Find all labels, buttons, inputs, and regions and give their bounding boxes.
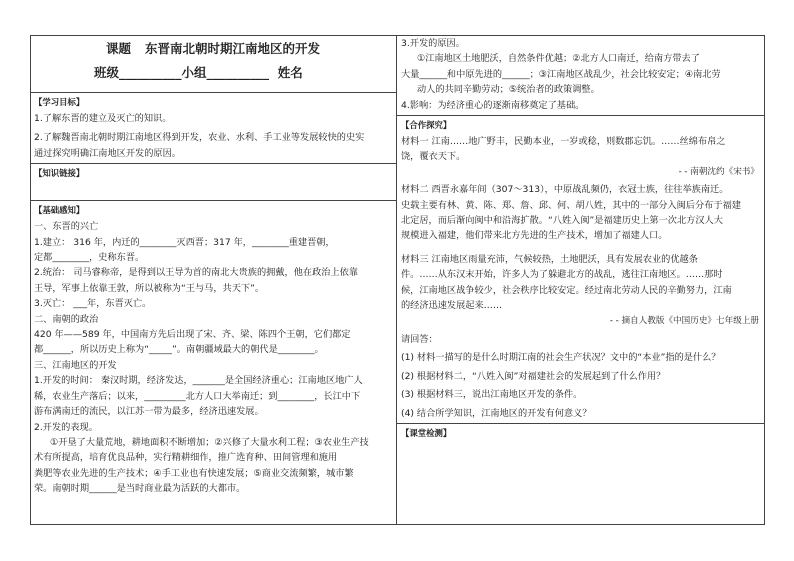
page-title	[34, 38, 392, 60]
text-line: 2.了解魏晋南北朝时期江南地区得到开发，农业、水利、手工业等发展较快的史实	[34, 132, 365, 144]
text-line: 术有所提高，培育优良品种，实行精耕细作，推广选育种、田间管理和施用	[34, 452, 338, 464]
text-line: 1.了解东晋的建立及灭亡的知识。	[34, 113, 172, 124]
section-heading-link: 【知识链接】	[34, 168, 85, 179]
text-line: 1.建立： 316 年，内迁的________灭西晋；317 年，________重建晋朝，	[34, 236, 335, 248]
text-line: 的经济迅速发展起来……	[401, 300, 503, 312]
question: (4) 结合所学知识，江南地区的开发有何意义？	[401, 407, 592, 419]
text-line: 游布满南迁的流民，以江苏一带为最多，经济迅速发展。	[34, 406, 264, 418]
text-line: 请回答：	[401, 333, 438, 345]
text-line: 荣。南朝时期______是当时商业最为活跃的大都市。	[34, 483, 246, 495]
text-line: 规模进入福建，他们带来北方先进的生产技术，增加了福建人口。	[401, 230, 668, 242]
question: (2) 根据材料二，“八姓入闽”对福建社会的发展起到了什么作用？	[401, 370, 666, 382]
text-line: 件。……从东汉末开始，许多人为了躲避北方的战乱，逃往江南地区。……那时	[401, 269, 723, 281]
column-divider	[396, 35, 397, 525]
text-line: 都______，所以历史上称为“_____”。南朝疆域最大的朝代是________。	[34, 344, 324, 356]
text-line: 2.统治： 司马睿称帝，是得到以王导为首的南北大贵族的拥戴，他在政治上依靠	[34, 267, 359, 279]
section-heading-coop: 【合作探究】	[401, 120, 452, 131]
text-line: 4.影响：为经济重心的逐渐南移奠定了基础。	[401, 99, 585, 111]
text-line: 三、江南地区的开发	[34, 359, 117, 371]
text-line: 通过探究明确江南地区开发的原因。	[34, 147, 181, 159]
text-line: 候，江南地区战争较少，社会秩序比较安定。经过南北劳动人民的辛勤努力，江南	[401, 284, 732, 296]
title-prefix: 课题	[105, 41, 131, 56]
text-line: ①开垦了大量荒地，耕地面积不断增加；②兴修了大量水利工程；③农业生产技	[50, 436, 369, 448]
text-line: 北定居，而后渐向闽中和沿海扩散。“八姓入闽”是福建历史上第一次北方汉人大	[401, 215, 723, 227]
text-line: 材料三 江南地区雨量充沛，气候较热，土地肥沃，具有发展农业的优越条	[401, 253, 698, 265]
citation: - - 南朝沈约《宋书》	[678, 166, 759, 177]
citation: - - 摘自人教版《中国历史》七年级上册	[609, 315, 759, 326]
class-group-name-line: 班级__________小组__________ 姓名	[94, 65, 303, 80]
text-line: 大量______和中原先进的______；③江南地区战乱少，社会比较安定；④南北劳	[401, 68, 721, 80]
text-line: 一、东晋的兴亡	[34, 221, 99, 233]
text-line: 饶，覆衣天下。	[401, 151, 466, 163]
text-line: 1.开发的时间： 秦汉时期，经济发达，_______是全国经济重心；江南地区地广人	[34, 375, 363, 387]
text-line: 王导，军事上依靠王敦，所以被称为“王与马，共天下”。	[34, 282, 265, 294]
text-line: 定都________，史称东晋。	[34, 252, 145, 264]
text-line: 3.开发的原因。	[401, 38, 465, 49]
text-line: 动人的共同辛勤劳动；⑤统治者的政策调整。	[417, 84, 600, 96]
text-line: 2.开发的表现。	[34, 421, 98, 433]
left-column	[34, 36, 392, 497]
section-heading-basic: 【基础感知】	[34, 205, 85, 216]
text-line: 420 年——589 年，中国南方先后出现了宋、齐、梁、陈四个王朝，它们都定	[34, 329, 351, 341]
question: (3) 根据材料三，说出江南地区开发的条件。	[401, 389, 583, 401]
text-line: 粪肥等农业先进的生产技术；④手工业也有快速发展；⑤商业交流频繁，城市繁	[34, 467, 354, 479]
text-line: 史载主要有林、黄、陈、郑、詹、邱、何、胡八姓，其中的一部分入闽后分布于福建	[401, 199, 741, 211]
text-line: 材料一 江南……地广野丰，民勤本业，一岁或稔，则数郡忘饥。……丝绵布帛之	[401, 136, 726, 148]
text-line: ①江南地区土地肥沃，自然条件优越；②北方人口南迁，给南方带去了	[417, 53, 700, 65]
text-line: 材料二 西晋永嘉年间（307～313），中原战乱频仍，衣冠士族，往往举族南迁。	[401, 184, 729, 196]
section-heading-test: 【课堂检测】	[401, 427, 452, 438]
question: (1) 材料一描写的是什么时期江南的社会生产状况？文中的“本业”指的是什么？	[401, 352, 721, 364]
text-line: 3.灭亡： ___年，东晋灭亡。	[34, 298, 152, 310]
right-column	[401, 36, 761, 442]
text-line: 稀，农业生产落后；以来，_________北方人口大举南迁；到________，长江中下	[34, 390, 361, 402]
text-line: 二、南朝的政治	[34, 313, 99, 325]
section-heading-goals: 【学习目标】	[34, 97, 85, 107]
title-text: 东晋南北朝时期江南地区的开发	[145, 41, 321, 56]
